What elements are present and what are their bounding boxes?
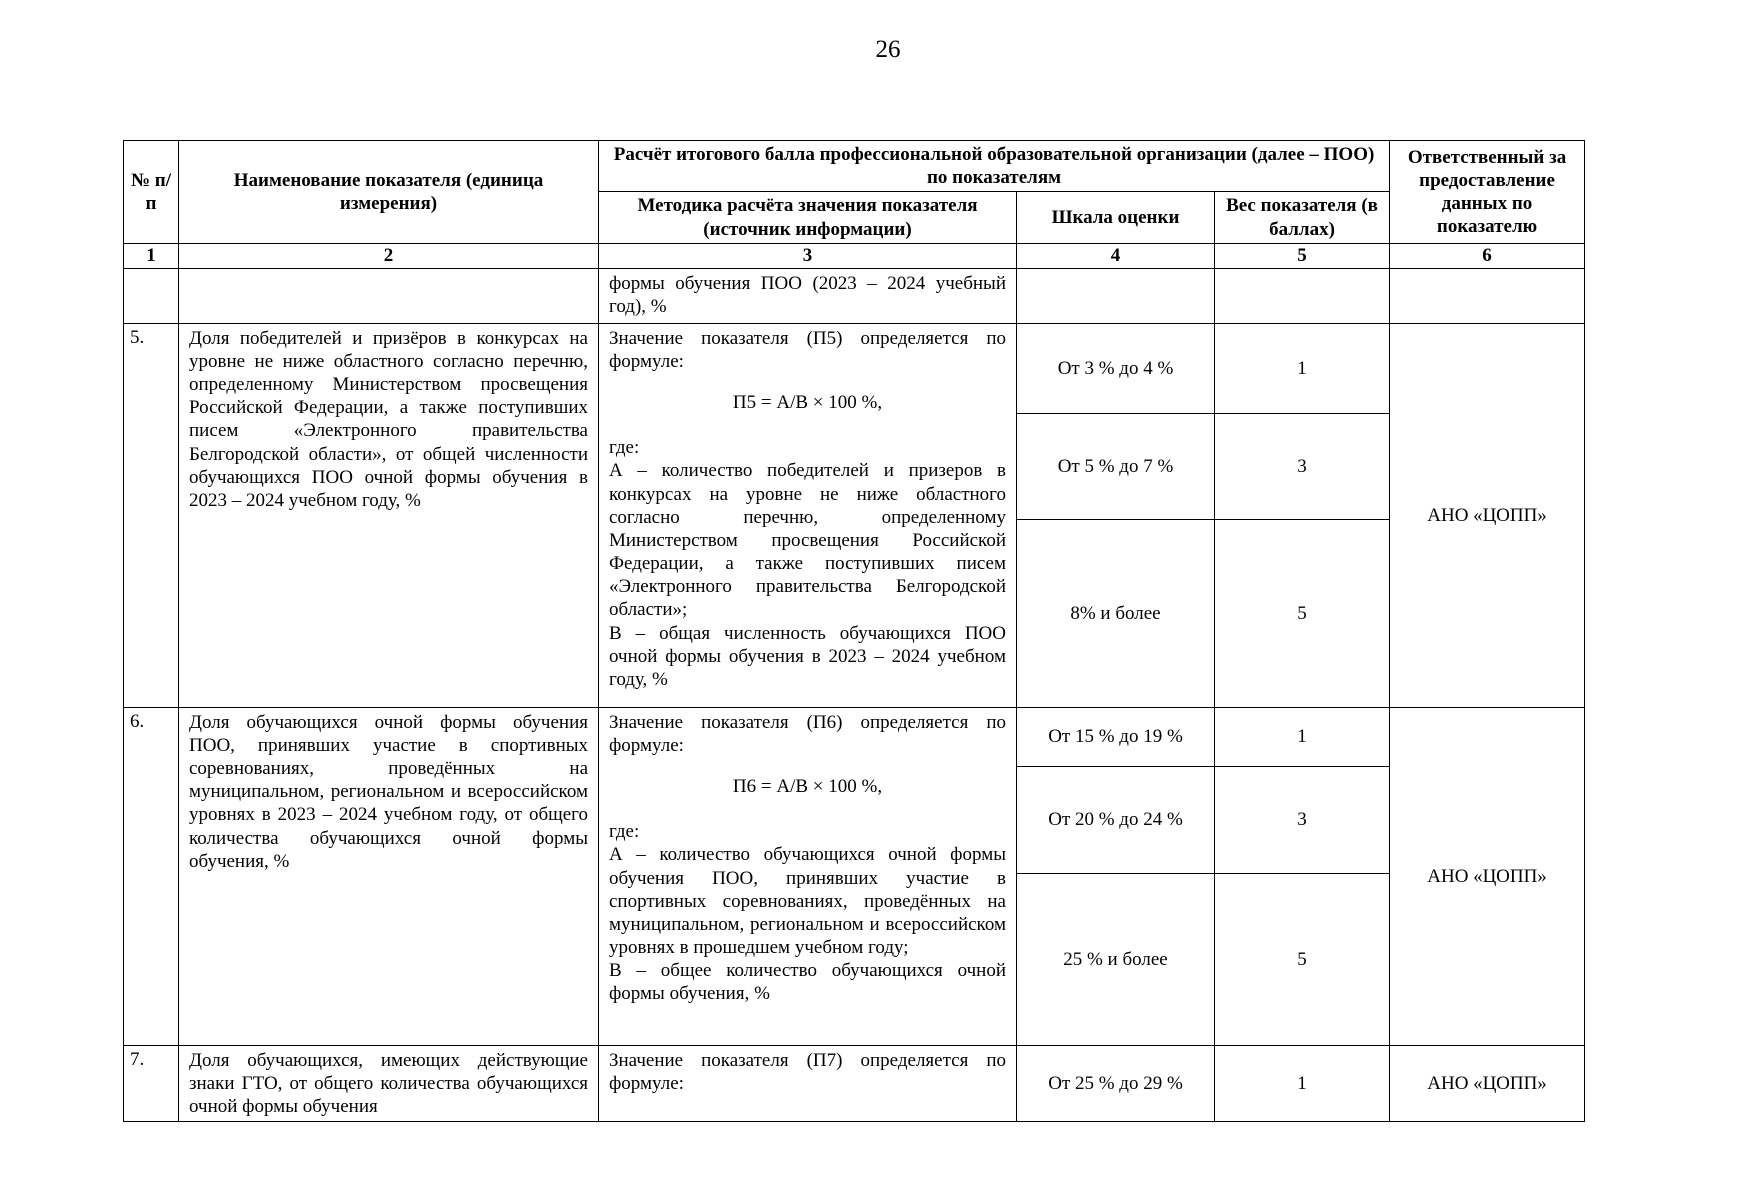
indicator-name: Доля обучающихся, имеющих действующие знаки ГТО, от общего количества обучающихся очной формы обучения: [179, 1045, 599, 1122]
row-number: 7.: [124, 1045, 179, 1122]
table-row: [124, 707, 1585, 1045]
method-cell: [599, 707, 1017, 1045]
scale-value: От 20 % до 24 %: [1017, 767, 1214, 874]
column-number: 2: [179, 243, 599, 268]
method-intro: Значение показателя (П7) определяется по формуле:: [609, 1049, 1006, 1094]
column-numbers-row: [124, 243, 1585, 268]
column-number: 6: [1390, 243, 1585, 268]
header-scale: Шкала оценки: [1017, 192, 1215, 243]
table-row: [124, 323, 1585, 707]
weight-value: 1: [1215, 324, 1389, 414]
header-group: Расчёт итогового балла профессиональной образовательной организации (далее – ПОО) по показателям: [599, 141, 1390, 192]
method-a: А – количество победителей и призеров в конкурсах на уровне не ниже областного согласно перечню, определенному Министерством просвещения Российской Федерации, а также поступивших писем «Электронного правительства Белгородской области»;: [609, 460, 1006, 621]
header-method: Методика расчёта значения показателя (источник информации): [599, 192, 1017, 243]
method-intro: Значение показателя (П5) определяется по формуле:: [609, 327, 1006, 372]
scale-value: От 15 % до 19 %: [1017, 708, 1214, 767]
responsible-cell: АНО «ЦОПП»: [1390, 707, 1585, 1045]
column-number: 4: [1017, 243, 1215, 268]
weight-value: 3: [1215, 414, 1389, 520]
formula: П6 = A/B × 100 %,: [732, 776, 883, 798]
indicator-name: Доля победителей и призёров в конкурсах на уровне не ниже областного согласно перечню, определенному Министерством просвещения Российской Федерации, а также поступивших писем «Электронного правительства Белгородской области», от общей численности обучающихся ПОО очной формы обучения в 2023 – 2024 учебном году, %: [179, 323, 599, 707]
row-number: 6.: [124, 707, 179, 1045]
table-row-continuation: [124, 268, 1585, 323]
header-name: Наименование показателя (единица измерения): [179, 141, 599, 244]
method-intro: Значение показателя (П6) определяется по формуле:: [609, 711, 1006, 756]
scale-cell: [1017, 323, 1215, 707]
weight-value: 1: [1215, 1045, 1390, 1122]
scale-value: От 3 % до 4 %: [1017, 324, 1214, 414]
method-a: А – количество обучающихся очной формы обучения ПОО, принявших участие в спортивных соревнованиях, проведённых на муниципальном, региональном и всероссийском уровнях в прошедшем учебном году;: [609, 844, 1006, 959]
column-number: 5: [1215, 243, 1390, 268]
column-number: 3: [599, 243, 1017, 268]
method-b: В – общее количество обучающихся очной формы обучения, %: [609, 960, 1006, 1005]
header-weight: Вес показателя (в баллах): [1215, 192, 1390, 243]
weight-cell: [1215, 323, 1390, 707]
page-number: 26: [875, 36, 901, 63]
header-row-1: [124, 141, 1585, 192]
indicator-name: Доля обучающихся очной формы обучения ПОО, принявших участие в спортивных соревнованиях, проведённых на муниципальном, региональном и всероссийском уровнях в 2023 – 2024 учебном году, от общего количества обучающихся очной формы обучения, %: [179, 707, 599, 1045]
formula: П5 = A/B × 100 %,: [732, 392, 883, 414]
weight-value: 1: [1215, 708, 1389, 767]
scale-value: 8% и более: [1070, 602, 1161, 624]
weight-cell: [1215, 707, 1390, 1045]
weight-value: 5: [1297, 948, 1307, 970]
scale-value: От 5 % до 7 %: [1017, 414, 1214, 520]
header-responsible: Ответственный за предоставление данных по показателю: [1390, 141, 1585, 244]
scale-value: От 25 % до 29 %: [1017, 1045, 1215, 1122]
table-row: [124, 1045, 1585, 1122]
indicators-table: [123, 140, 1585, 1122]
weight-value: 5: [1297, 602, 1307, 624]
method-b: В – общая численность обучающихся ПОО очной формы обучения в 2023 – 2024 учебном году, %: [609, 622, 1006, 690]
column-number: 1: [124, 243, 179, 268]
method-where: где:: [609, 821, 640, 843]
responsible-cell: АНО «ЦОПП»: [1390, 323, 1585, 707]
scale-value: 25 % и более: [1063, 948, 1168, 970]
scale-cell: [1017, 707, 1215, 1045]
method-cell: [599, 1045, 1017, 1122]
weight-value: 3: [1215, 767, 1389, 874]
row-number: 5.: [124, 323, 179, 707]
method-cell: [599, 323, 1017, 707]
responsible-cell: АНО «ЦОПП»: [1390, 1045, 1585, 1122]
header-no: № п/п: [124, 141, 179, 244]
method-cell: формы обучения ПОО (2023 – 2024 учебный год), %: [599, 268, 1017, 323]
method-where: где:: [609, 437, 640, 459]
